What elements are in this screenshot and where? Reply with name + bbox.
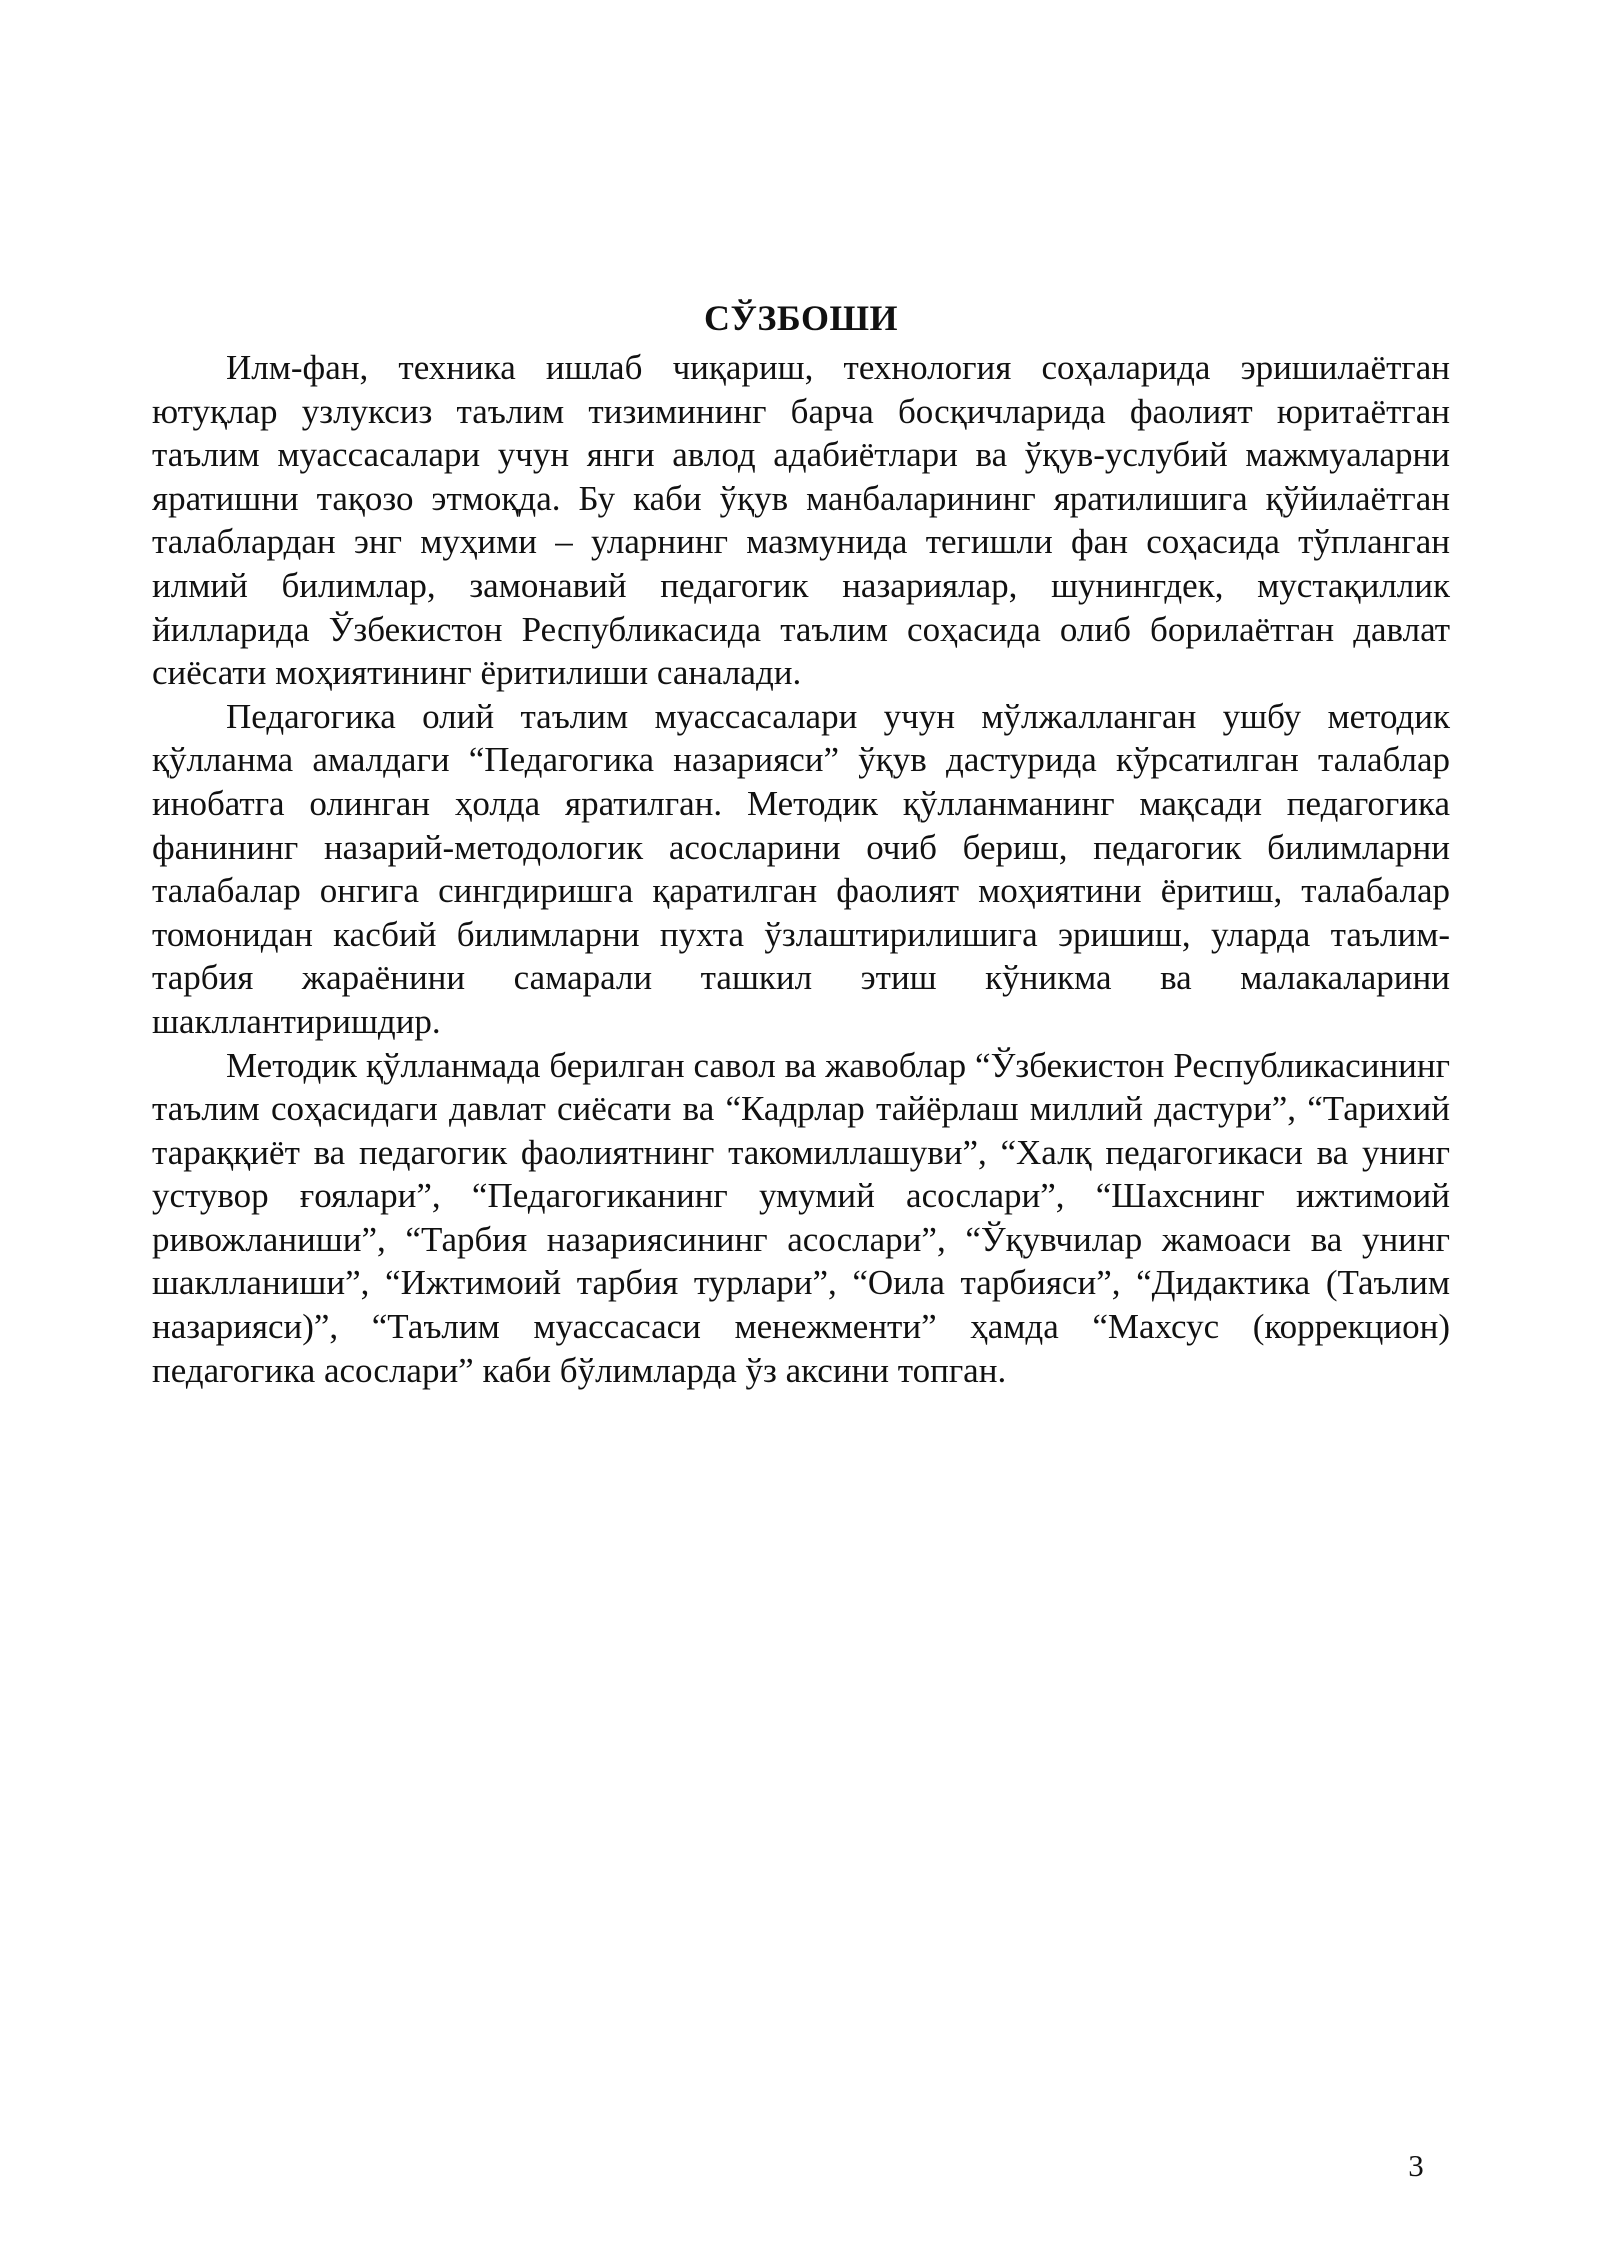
page-number: 3 (1408, 2148, 1424, 2183)
paragraph-3: Методик қўлланмада берилган савол ва жавоблар “Ўзбекистон Республикасининг таълим соҳасидаги давлат сиёсати ва “Кадрлар тайёрлаш миллий дастури”, “Тарихий тараққиёт ва педагогик фаолиятнинг такомиллашуви”, “Халқ педагогикаси ва унинг устувор ғоялари”, “Педагогиканинг умумий асослари”, “Шахснинг ижтимоий ривожланиши”, “Тарбия назариясининг асослари”, “Ўқувчилар жамоаси ва унинг шаклланиши”, “Ижтимоий тарбия турлари”, “Оила тарбияси”, “Дидактика (Таълим назарияси)”, “Таълим муассасаси менежменти” ҳамда “Махсус (коррекцион) педагогика асослари” каби бўлимларда ўз аксини топган. (152, 1045, 1450, 1390)
paragraph-2: Педагогика олий таълим муассасалари учун мўлжалланган ушбу методик қўлланма амалдаги “Педагогика назарияси” ўқув дастурида кўрсатилган талаблар инобатга олинган ҳолда яратилган. Методик қўлланманинг мақсади педагогика фанининг назарий-методологик асосларини очиб бериш, педагогик билимларни талабалар онгига сингдиришга қаратилган фаолият моҳиятини ёритиш, талабалар томонидан касбий билимларни пухта ўзлаштирилишига эришиш, уларда таълим-тарбия жараёнини самарали ташкил этиш кўникма ва малакаларини шакллантиришдир. (152, 696, 1450, 1041)
section-title: СЎЗБОШИ (703, 298, 898, 338)
paragraph-1: Илм-фан, техника ишлаб чиқариш, технология соҳаларида эришилаётган ютуқлар узлуксиз таълим тизимининг барча босқичларида фаолият юритаётган таълим муассасалари учун янги авлод адабиётлари ва ўқув-услубий мажмуаларни яратишни тақозо этмоқда. Бу каби ўқув манбаларининг яратилишига қўйилаётган талаблардан энг муҳими – уларнинг мазмунида тегишли фан соҳасида тўпланган илмий билимлар, замонавий педагогик назариялар, шунингдек, мустақиллик йилларида Ўзбекистон Республикасида таълим соҳасида олиб борилаётган давлат сиёсати моҳиятининг ёритилиши саналади. (152, 348, 1450, 693)
page-content (152, 296, 1450, 1392)
